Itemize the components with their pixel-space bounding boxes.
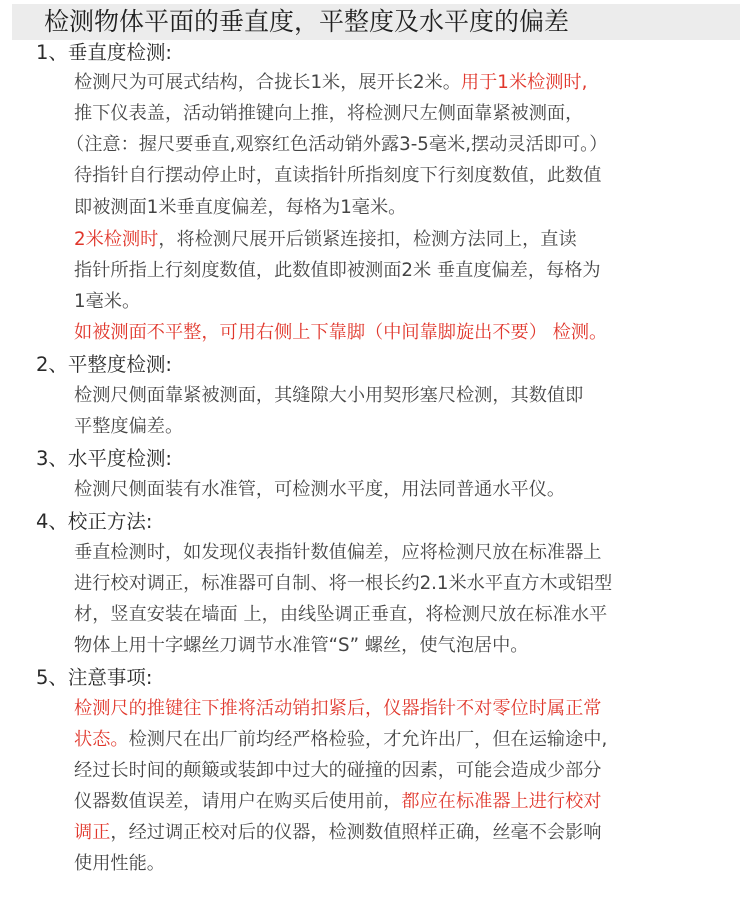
- section-1-line-9: 如被测面不平整，可用右侧上下靠脚（中间靠脚旋出不要） 检测。: [74, 322, 608, 343]
- section-2-line-1: 检测尺侧面靠紧被测面，其缝隙大小用契形塞尺检测，其数值即: [74, 385, 584, 406]
- section-1-line-7: 指针所指上行刻度数值，此数值即被测面2米 垂直度偏差，每格为: [74, 260, 601, 281]
- section-3-line-1: 检测尺侧面装有水准管，可检测水平度，用法同普通水平仪。: [74, 479, 566, 500]
- section-4-line-4: 物体上用十字螺丝刀调节水准管“S” 螺丝，使气泡居中。: [74, 635, 529, 656]
- section-1-line-8: 1毫米。: [74, 291, 141, 312]
- section-2-line-2: 平整度偏差。: [74, 416, 184, 437]
- section-1-note: （注意：握尺要垂直,观察红色活动销外露3-5毫米,摆动灵活即可。）: [66, 134, 608, 155]
- section-1-heading: 1、垂直度检测:: [36, 41, 172, 64]
- section-3-heading: 3、水平度检测:: [36, 447, 172, 470]
- section-1-line-6: 2米检测时，将检测尺展开后锁紧连接扣，检测方法同上，直读: [74, 229, 577, 250]
- section-5-heading: 5、注意事项:: [36, 666, 153, 689]
- section-5-line-4: 仪器数值误差，请用户在购买后使用前，都应在标准器上进行校对: [74, 791, 602, 812]
- section-2-heading: 2、平整度检测:: [36, 353, 172, 376]
- section-5-line-6: 使用性能。: [74, 853, 165, 874]
- section-5-line-3: 经过长时间的颠簸或装卸中过大的碰撞的因素，可能会造成少部分: [74, 760, 602, 781]
- section-5-line-1: 检测尺的推键往下推将活动销扣紧后，仪器指针不对零位时属正常: [74, 698, 602, 719]
- page-title: 检测物体平面的垂直度，平整度及水平度的偏差: [44, 7, 570, 36]
- section-1-line-5: 即被测面1米垂直度偏差，每格为1毫米。: [74, 197, 407, 218]
- section-4-line-2: 进行校对调正，标准器可自制、将一根长约2.1米水平直方木或铝型: [74, 573, 613, 594]
- section-4-line-1: 垂直检测时，如发现仪表指针数值偏差，应将检测尺放在标准器上: [74, 542, 602, 563]
- section-4-heading: 4、校正方法:: [36, 510, 153, 533]
- section-1-line-2: 推下仪表盖，活动销推键向上推，将检测尺左侧面靠紧被测面，: [74, 103, 584, 124]
- section-5-line-2: 状态。检测尺在出厂前均经严格检验，才允许出厂，但在运输途中,: [74, 729, 608, 750]
- section-5-line-5: 调正，经过调正校对后的仪器，检测数值照样正确，丝毫不会影响: [74, 822, 602, 843]
- section-1-line-4: 待指针自行摆动停止时，直读指针所指刻度下行刻度数值，此数值: [74, 165, 602, 186]
- section-4-line-3: 材，竖直安装在墙面 上，由线坠调正垂直，将检测尺放在标准水平: [74, 604, 608, 625]
- section-1-line-1: 检测尺为可展式结构，合拢长1米，展开长2米。用于1米检测时,: [74, 72, 588, 93]
